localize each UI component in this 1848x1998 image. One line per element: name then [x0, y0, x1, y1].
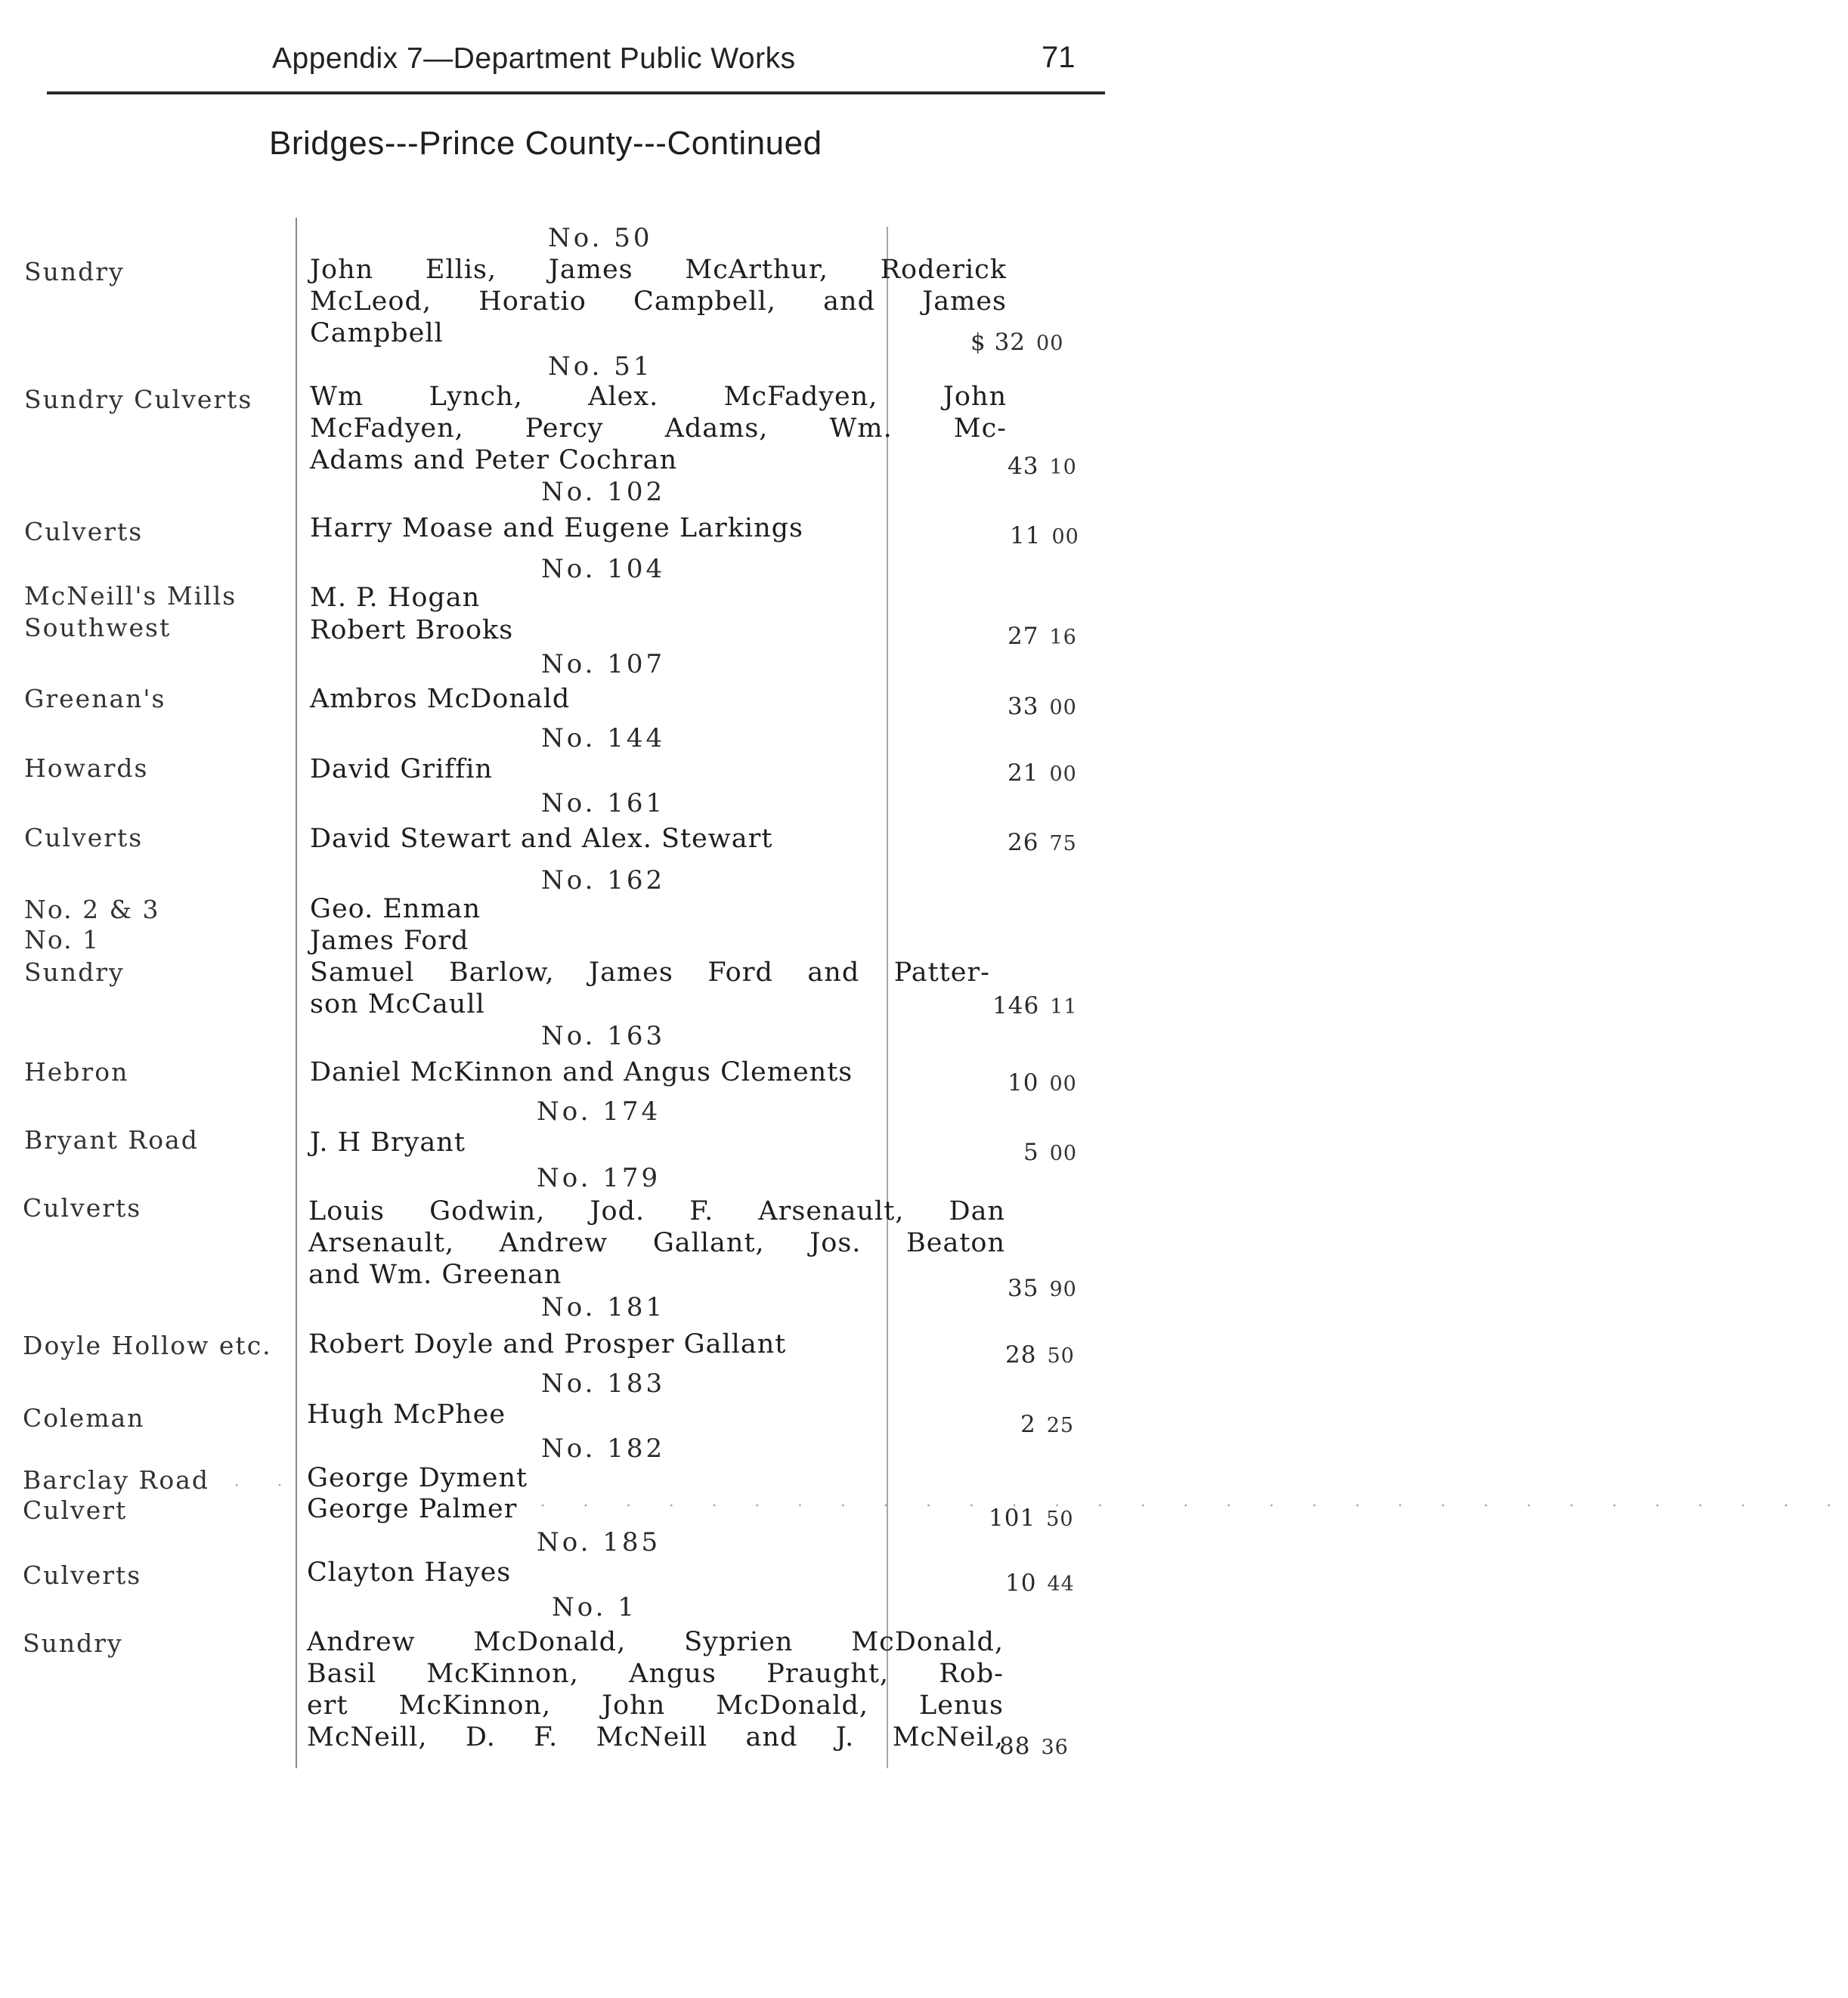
amount-cents: 00	[1049, 1072, 1077, 1096]
contractor-names: son McCaull	[310, 989, 485, 1019]
amount-cents: 11	[1050, 995, 1078, 1019]
amount-dollars: 2	[1020, 1411, 1036, 1438]
contract-number: No. 107	[541, 649, 666, 679]
page-number: 71	[1042, 41, 1076, 74]
contractor-names: Adams and Peter Cochran	[310, 445, 678, 475]
amount-cents: 44	[1047, 1573, 1075, 1596]
amount-cents: 00	[1051, 525, 1079, 549]
amount-dollars: 5	[1023, 1139, 1039, 1166]
contractor-names: Hugh McPhee	[307, 1400, 506, 1430]
location-label: Sundry	[24, 957, 125, 987]
location-label: McNeill's Mills	[24, 581, 237, 611]
amount-dollars: 10	[1008, 1069, 1039, 1096]
amount-dollars: 33	[1008, 693, 1039, 720]
contractor-names: Wm Lynch, Alex. McFadyen, John	[310, 382, 1007, 412]
amount-dollars: 88	[999, 1733, 1031, 1760]
contract-number: No. 144	[541, 723, 666, 753]
contractor-names: Harry Moase and Eugene Larkings	[310, 513, 804, 543]
amount-cents: 16	[1049, 626, 1077, 649]
contractor-names: McLeod, Horatio Campbell, and James	[310, 286, 1007, 317]
amount-dollars: 26	[1008, 829, 1039, 856]
contract-number: No. 179	[537, 1163, 661, 1193]
amount	[992, 994, 1078, 1018]
header-rule	[47, 91, 1105, 94]
contractor-names: McFadyen, Percy Adams, Wm. Mc-	[310, 413, 1007, 444]
location-label: Barclay Road	[23, 1465, 210, 1495]
amount-cents: 00	[1049, 696, 1077, 719]
amount-cents: 00	[1049, 762, 1077, 786]
contract-number: No. 174	[537, 1096, 661, 1127]
amount	[1008, 695, 1077, 719]
location-label: No. 1	[24, 925, 101, 954]
contractor-names: Ambros McDonald	[310, 684, 571, 714]
contract-number: No. 183	[541, 1369, 666, 1399]
contractor-names: Samuel Barlow, James Ford and Patter-	[310, 957, 990, 988]
amount-cents: 00	[1036, 332, 1064, 355]
contractor-names: David Griffin	[310, 754, 493, 784]
amount-dollars: 35	[1008, 1275, 1039, 1302]
amount	[1008, 625, 1077, 648]
location-label: Greenan's	[24, 684, 166, 713]
contractor-names: J. H Bryant	[310, 1127, 466, 1158]
amount-cents: 90	[1049, 1278, 1077, 1301]
contractor-names: and Wm. Greenan	[308, 1260, 562, 1290]
amount	[1005, 1341, 1075, 1369]
amount-dollars: 43	[1008, 453, 1039, 480]
section-title: Bridges---Prince County---Continued	[269, 125, 822, 162]
amount-cents: 75	[1049, 832, 1077, 855]
contractor-names: Andrew McDonald, Syprien McDonald,	[307, 1627, 1004, 1657]
location-label: Culverts	[24, 823, 144, 852]
contractor-names: Daniel McKinnon and Angus Clements	[310, 1057, 853, 1087]
amount	[1023, 1141, 1077, 1164]
contractor-names: McNeill, D. F. McNeill and J. McNeil,	[307, 1722, 1004, 1752]
contract-number: No. 162	[541, 865, 666, 895]
location-label: Coleman	[23, 1403, 145, 1433]
contractor-names: George Dyment	[307, 1463, 528, 1493]
contract-number: No. 1	[552, 1592, 637, 1622]
contract-number: No. 51	[548, 351, 653, 382]
amount-cents: 50	[1047, 1344, 1075, 1368]
contract-number: No. 163	[541, 1021, 666, 1051]
contract-number: No. 161	[541, 788, 666, 818]
amount-dollars: 28	[1005, 1341, 1037, 1369]
amount-cents: 00	[1049, 1142, 1078, 1165]
contractor-names: Clayton Hayes	[307, 1557, 512, 1588]
contractor-names: Basil McKinnon, Angus Praught, Rob-	[307, 1659, 1004, 1689]
contractor-names: ert McKinnon, John McDonald, Lenus	[307, 1690, 1004, 1721]
running-header-title: Appendix 7—Department Public Works	[272, 42, 796, 75]
location-label: Howards	[24, 753, 149, 783]
contractor-names: Arsenault, Andrew Gallant, Jos. Beaton	[308, 1228, 1005, 1258]
contractor-names: Louis Godwin, Jod. F. Arsenault, Dan	[308, 1196, 1005, 1226]
location-label: Sundry	[24, 257, 125, 286]
contract-number: No. 182	[541, 1434, 666, 1464]
contract-number: No. 104	[541, 554, 666, 584]
amount	[989, 1507, 1074, 1530]
contractor-names: George Palmer	[307, 1494, 518, 1524]
amount-cents: 25	[1046, 1414, 1075, 1437]
contractor-names: David Stewart and Alex. Stewart	[310, 824, 773, 854]
amount	[1020, 1413, 1074, 1437]
location-label: Sundry	[23, 1628, 123, 1658]
contractor-names: Campbell	[310, 318, 444, 348]
location-label: Southwest	[24, 613, 172, 642]
contractor-names: M. P. Hogan	[310, 583, 481, 613]
amount	[1010, 524, 1079, 548]
amount	[1008, 1069, 1077, 1096]
contract-number: No. 185	[537, 1527, 661, 1557]
location-label: Sundry Culverts	[24, 385, 253, 414]
location-label: Bryant Road	[24, 1125, 199, 1155]
amount	[1005, 1572, 1075, 1595]
location-label: No. 2 & 3	[24, 895, 160, 924]
amount-dollars: 27	[1008, 623, 1039, 650]
amount	[1008, 759, 1077, 787]
amount-dollars: 146	[992, 992, 1040, 1019]
contractor-names: Geo. Enman	[310, 894, 481, 924]
column-rule-right	[887, 227, 888, 1768]
leader-dots: . . . . . . . . . . . . . . . . . . . . . . . . . . . . . . .	[540, 1492, 1848, 1510]
amount	[970, 331, 1063, 354]
amount-dollars: 10	[1005, 1570, 1037, 1597]
amount-dollars: 101	[989, 1505, 1036, 1532]
location-label: Culverts	[23, 1193, 142, 1223]
amount-cents: 50	[1046, 1508, 1074, 1531]
amount-cents: 10	[1049, 456, 1077, 479]
amount	[999, 1735, 1069, 1758]
location-label: Culvert	[23, 1495, 128, 1525]
amount	[1008, 455, 1077, 478]
location-label: Hebron	[24, 1057, 129, 1087]
amount	[1008, 831, 1077, 855]
contract-number: No. 50	[548, 223, 653, 253]
contractor-names: Robert Brooks	[310, 615, 514, 645]
contractor-names: James Ford	[310, 926, 469, 956]
amount-cents: 36	[1041, 1736, 1069, 1759]
amount-dollars: 11	[1010, 522, 1042, 549]
contractor-names: Robert Doyle and Prosper Gallant	[308, 1329, 787, 1359]
location-label: Culverts	[24, 517, 144, 546]
amount-dollars: $ 32	[970, 329, 1026, 356]
location-label: Culverts	[23, 1560, 142, 1590]
amount-dollars: 21	[1008, 759, 1039, 787]
contract-number: No. 181	[541, 1292, 666, 1322]
location-label: Doyle Hollow etc.	[23, 1331, 272, 1360]
contractor-names: John Ellis, James McArthur, Roderick	[310, 255, 1007, 285]
column-rule-left	[296, 218, 297, 1768]
amount	[1008, 1277, 1077, 1301]
contract-number: No. 102	[541, 477, 666, 507]
leader-dots-left: · ·	[234, 1476, 299, 1494]
